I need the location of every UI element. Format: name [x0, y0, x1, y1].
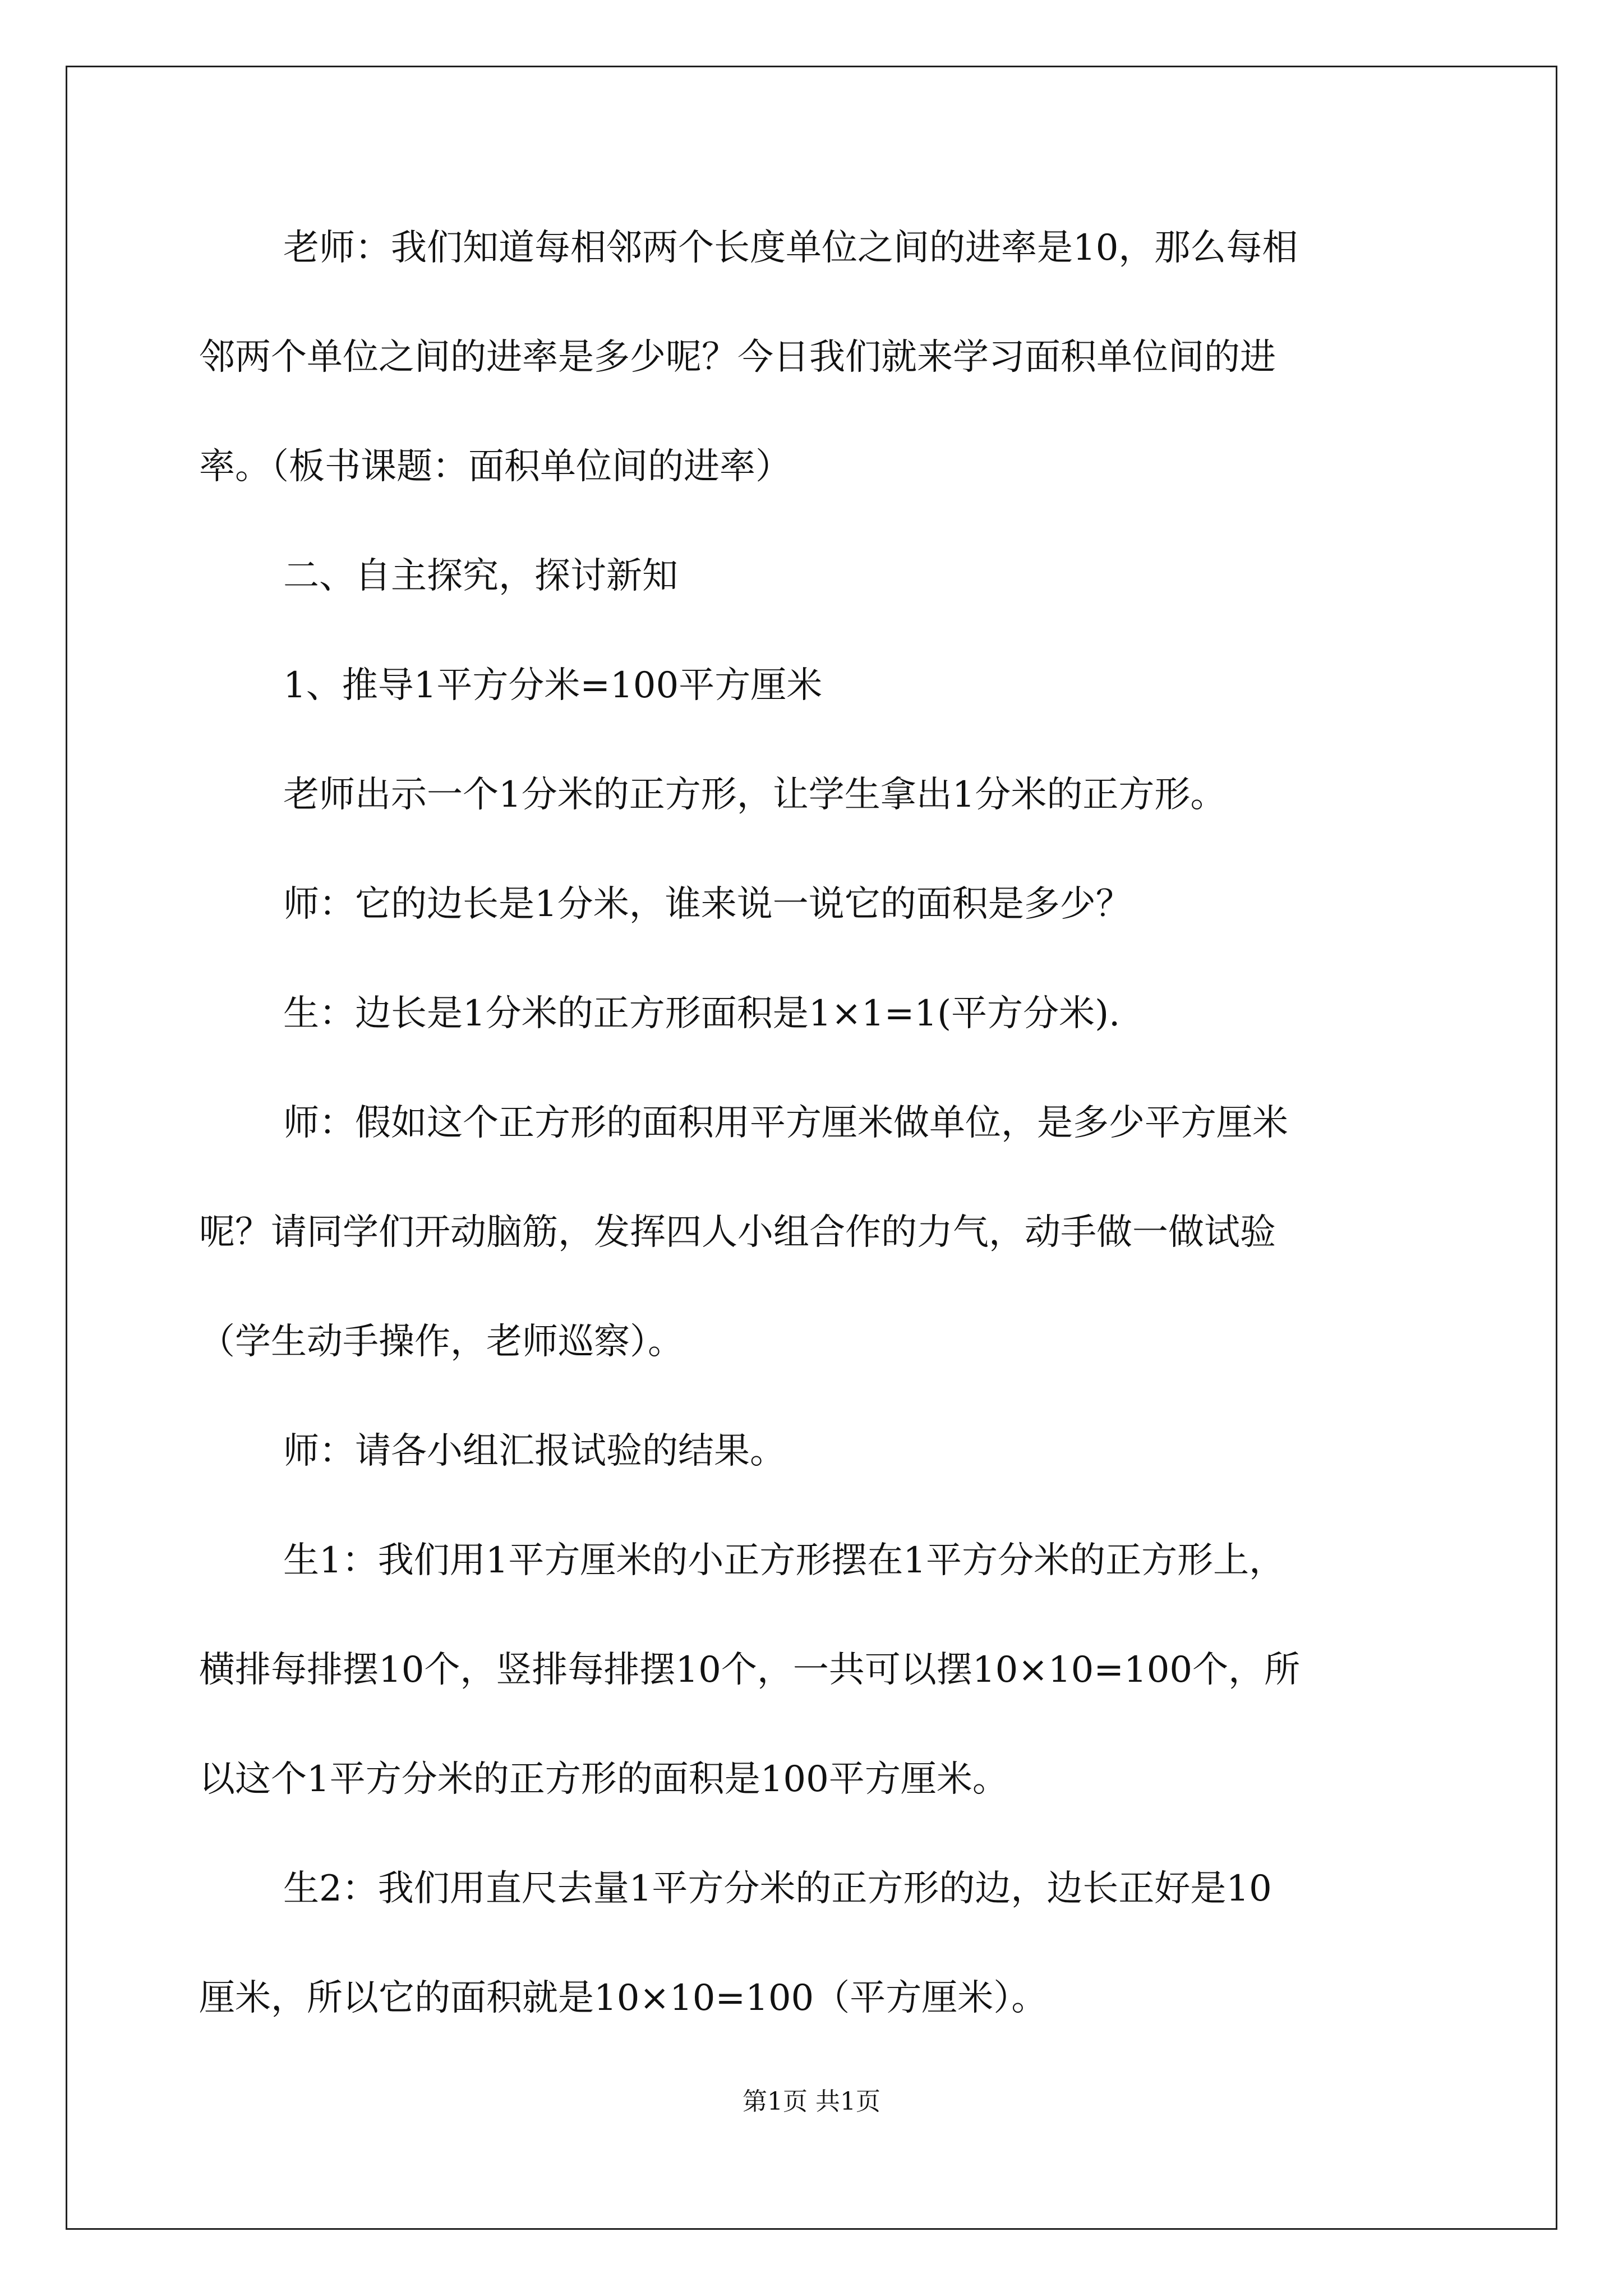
- text-line: 邻两个单位之间的进率是多少呢？今日我们就来学习面积单位间的进: [199, 337, 1276, 378]
- text-line: 生2：我们用直尺去量1平方分米的正方形的边，边长正好是10: [283, 1868, 1272, 1910]
- text-line: 师：它的边长是1分米，谁来说一说它的面积是多少？: [283, 884, 1132, 925]
- text-line: 生：边长是1分米的正方形面积是1×1=1(平方分米).: [283, 993, 1121, 1034]
- text-line: 师：假如这个正方形的面积用平方厘米做单位，是多少平方厘米: [283, 1102, 1288, 1144]
- page-number: 第1页 共1页: [743, 2087, 880, 2116]
- subsection-heading: 1、推导1平方分米=100平方厘米: [283, 665, 823, 706]
- section-heading: 二、自主探究，探讨新知: [283, 555, 678, 597]
- page-footer: [0, 2081, 1623, 2117]
- text-line: 呢？请同学们开动脑筋，发挥四人小组合作的力气，动手做一做试验: [199, 1212, 1276, 1253]
- text-line: （学生动手操作，老师巡察）。: [199, 1321, 684, 1363]
- text-line: 师：请各小组汇报试验的结果。: [283, 1430, 786, 1472]
- text-line: 横排每排摆10个，竖排每排摆10个，一共可以摆10×10=100个，所: [199, 1649, 1301, 1691]
- text-line: 老师：我们知道每相邻两个长度单位之间的进率是10，那么每相: [283, 227, 1298, 269]
- text-line: 以这个1平方分米的正方形的面积是100平方厘米。: [199, 1759, 1008, 1800]
- text-line: 生1：我们用1平方厘米的小正方形摆在1平方分米的正方形上，: [283, 1540, 1285, 1581]
- text-line: 率。（板书课题：面积单位间的进率）: [199, 446, 791, 487]
- text-line: 老师出示一个1分米的正方形，让学生拿出1分米的正方形。: [283, 774, 1227, 816]
- text-line: 厘米，所以它的面积就是10×10=100（平方厘米）。: [199, 1977, 1048, 2019]
